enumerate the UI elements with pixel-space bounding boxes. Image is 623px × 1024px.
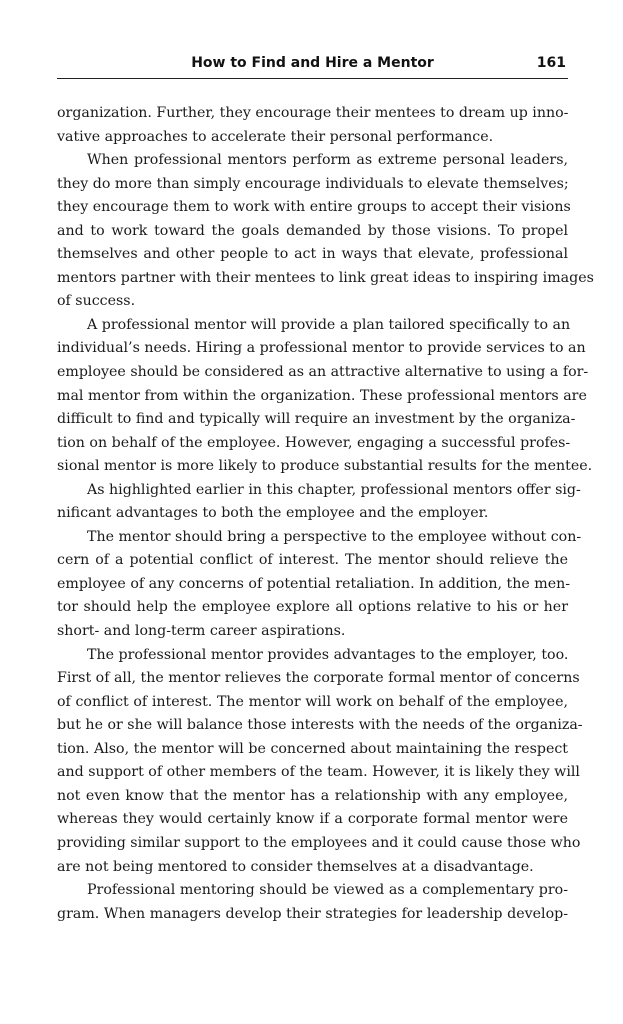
text-line: sional mentor is more likely to produce substantial results for the mentee. (57, 458, 593, 475)
text-line: As highlighted earlier in this chapter, professional mentors offer sig- (87, 481, 581, 498)
text-line: Professional mentoring should be viewed as a complementary pro- (87, 882, 568, 899)
text-line: they do more than simply encourage individuals to elevate themselves; (57, 175, 569, 192)
text-line: employee should be considered as an attractive alternative to using a for- (57, 364, 589, 381)
text-line: themselves and other people to act in ways that elevate, professional (57, 246, 568, 263)
text-line: providing similar support to the employees and it could cause those who (57, 834, 581, 851)
text-line: tion on behalf of the employee. However, engaging a successful profes- (57, 434, 571, 451)
page-number: 161 (536, 55, 566, 71)
text-line: The professional mentor provides advantages to the employer, too. (87, 646, 569, 663)
text-line: short- and long-term career aspirations. (57, 623, 346, 640)
text-line: tion. Also, the mentor will be concerned about maintaining the respect (57, 740, 568, 757)
text-line: not even know that the mentor has a relationship with any employee, (57, 787, 568, 804)
text-line: tor should help the employee explore all options relative to his or her (57, 599, 568, 616)
book-page (57, 50, 594, 922)
text-line: First of all, the mentor relieves the corporate formal mentor of concerns (57, 670, 580, 687)
text-line: of conflict of interest. The mentor will work on behalf of the employee, (57, 693, 568, 710)
text-line: The mentor should bring a perspective to the employee without con- (87, 528, 582, 545)
text-line: cern of a potential conflict of interest. The mentor should relieve the (57, 552, 568, 569)
text-line: of success. (57, 293, 136, 310)
text-line: vative approaches to accelerate their personal performance. (57, 128, 494, 145)
text-line: but he or she will balance those interests with the needs of the organiza- (57, 717, 583, 734)
text-line: whereas they would certainly know if a corporate formal mentor were (57, 811, 568, 828)
text-line: mal mentor from within the organization. These professional mentors are (57, 387, 587, 404)
text-line: nificant advantages to both the employee and the employer. (57, 505, 489, 522)
running-header (57, 50, 568, 79)
text-line: and to work toward the goals demanded by those visions. To propel (57, 222, 568, 239)
text-line: employee of any concerns of potential retaliation. In addition, the men- (57, 575, 571, 592)
text-line: gram. When managers develop their strategies for leadership develop- (57, 905, 568, 922)
text-line: are not being mentored to consider themselves at a disadvantage. (57, 858, 534, 875)
text-line: When professional mentors perform as extreme personal leaders, (87, 152, 568, 169)
text-line: mentors partner with their mentees to link great ideas to inspiring images (57, 269, 594, 286)
text-line: organization. Further, they encourage their mentees to dream up inno- (57, 105, 569, 121)
text-line: and support of other members of the team. However, it is likely they will (57, 764, 580, 781)
running-title: How to Find and Hire a Mentor (191, 55, 434, 71)
text-line: difficult to find and typically will require an investment by the organiza- (57, 411, 576, 428)
body-text (57, 102, 594, 926)
text-line: A professional mentor will provide a plan tailored specifically to an (87, 316, 571, 333)
text-line: they encourage them to work with entire groups to accept their visions (57, 199, 571, 216)
text-line: individual’s needs. Hiring a professional mentor to provide services to an (57, 340, 586, 357)
